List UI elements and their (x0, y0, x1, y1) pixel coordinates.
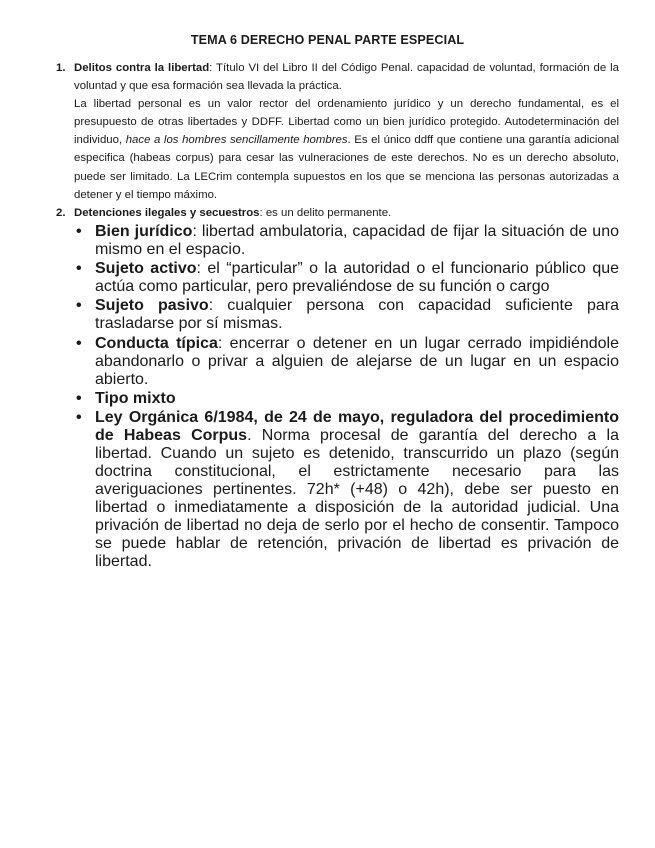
section-intro (74, 204, 619, 222)
bullet-text (95, 390, 619, 408)
bullet-body (95, 260, 619, 296)
paragraph-text-start: La libertad personal es un valor rector del ordenamiento jurídico y un derecho fundamental, es el presupuesto de otras libertades y DDFF. Libertad como un bien jurídico protegido. Autodeterminación del individuo, (74, 98, 619, 147)
bullet-item-conducta-tipica (76, 335, 619, 389)
section-intro-text: : Título VI del Libro II del Código Penal. capacidad de voluntad, formación de la voluntad y que esa formación sea llevada la práctica. (74, 62, 619, 93)
bullet-term: Conducta típica (95, 334, 218, 352)
bullet-body (95, 390, 619, 408)
section-body (74, 204, 619, 222)
bullet-icon: • (76, 260, 82, 278)
bullet-description: : encerrar o detener en un lugar cerrado impidiéndole abandonarlo o privar a alguien de alejarse de un lugar en un espacio abierto. (95, 334, 619, 388)
section-intro-text: : es un delito permanente. (259, 206, 392, 219)
section-number: 1. (56, 62, 66, 74)
bullet-icon: • (76, 223, 82, 241)
bullet-description: . Norma procesal de garantía del derecho a la libertad. Cuando un sujeto es detenido, transcurrido un plazo (según doctrina constitucional, el estrictamente necesario para las averiguaciones pertinentes. 72h* (+48) o 42h), debe ser puesto en libertad o inmediatamente a disposición de la autoridad judicial. Una privación de libertad no deja de serlo por el hecho de consentir. Tampoco se puede hablar de retención, privación de libertad es privación de libertad. (95, 426, 620, 570)
section-intro (74, 59, 619, 95)
bullet-icon: • (76, 334, 82, 352)
document-title: TEMA 6 DERECHO PENAL PARTE ESPECIAL (190, 33, 465, 47)
bullet-text (95, 260, 619, 296)
bullet-item-tipo-mixto (76, 390, 619, 408)
bullet-description: : cualquier persona con capacidad suficiente para trasladarse por sí mismas. (95, 297, 619, 333)
section-heading: Detenciones ilegales y secuestros (74, 206, 260, 219)
bullet-item-ley-organica (76, 409, 619, 571)
bullet-item-sujeto-activo (76, 260, 619, 296)
section-number: 2. (56, 206, 66, 219)
bullet-term: Sujeto activo (95, 260, 197, 278)
bullet-body (95, 409, 619, 571)
bullet-text (95, 223, 619, 259)
section-body (74, 59, 619, 204)
bullet-term: Ley Orgánica 6/1984, de 24 de mayo, reguladora del procedimiento de Habeas Corpus (95, 408, 619, 444)
bullet-term: Bien jurídico (95, 223, 193, 241)
section-1 (56, 59, 619, 204)
section-paragraph (74, 95, 619, 204)
paragraph-italic-quote: hace a los hombres sencillamente hombres (125, 134, 348, 147)
bullet-text (95, 409, 619, 571)
bullet-description: : el “particular” o la autoridad o el funcionario público que actúa como particular, pero prevaliéndose de su función o cargo (95, 260, 620, 296)
bullet-body (95, 223, 619, 259)
bullet-icon: • (76, 408, 82, 426)
bullet-item-sujeto-pasivo (76, 297, 619, 333)
bullet-body (95, 335, 619, 389)
bullet-text (95, 297, 619, 333)
bullet-item-bien-juridico (76, 223, 619, 259)
bullet-icon: • (76, 297, 82, 315)
section-list (56, 59, 619, 571)
bullet-icon: • (76, 389, 82, 407)
bullet-term: Tipo mixto (95, 389, 176, 407)
bullet-body (95, 297, 619, 333)
bullet-description: : libertad ambulatoria, capacidad de fijar la situación de uno mismo en el espacio. (95, 223, 619, 259)
bullet-text (95, 335, 619, 389)
paragraph-text-end: . Es el único ddff que contiene una garantía adicional especifica (habeas corpus) para cesar las vulneraciones de este derechos. No es un derecho absoluto, puede ser limitado. La LECrim contempla supuestos en los que se menciona las personas autorizadas a detener y el tiempo máximo. (74, 134, 619, 201)
section-2 (56, 204, 619, 222)
bullet-list (56, 223, 619, 571)
bullet-term: Sujeto pasivo (95, 297, 209, 315)
section-heading: Delitos contra la libertad (74, 62, 210, 74)
